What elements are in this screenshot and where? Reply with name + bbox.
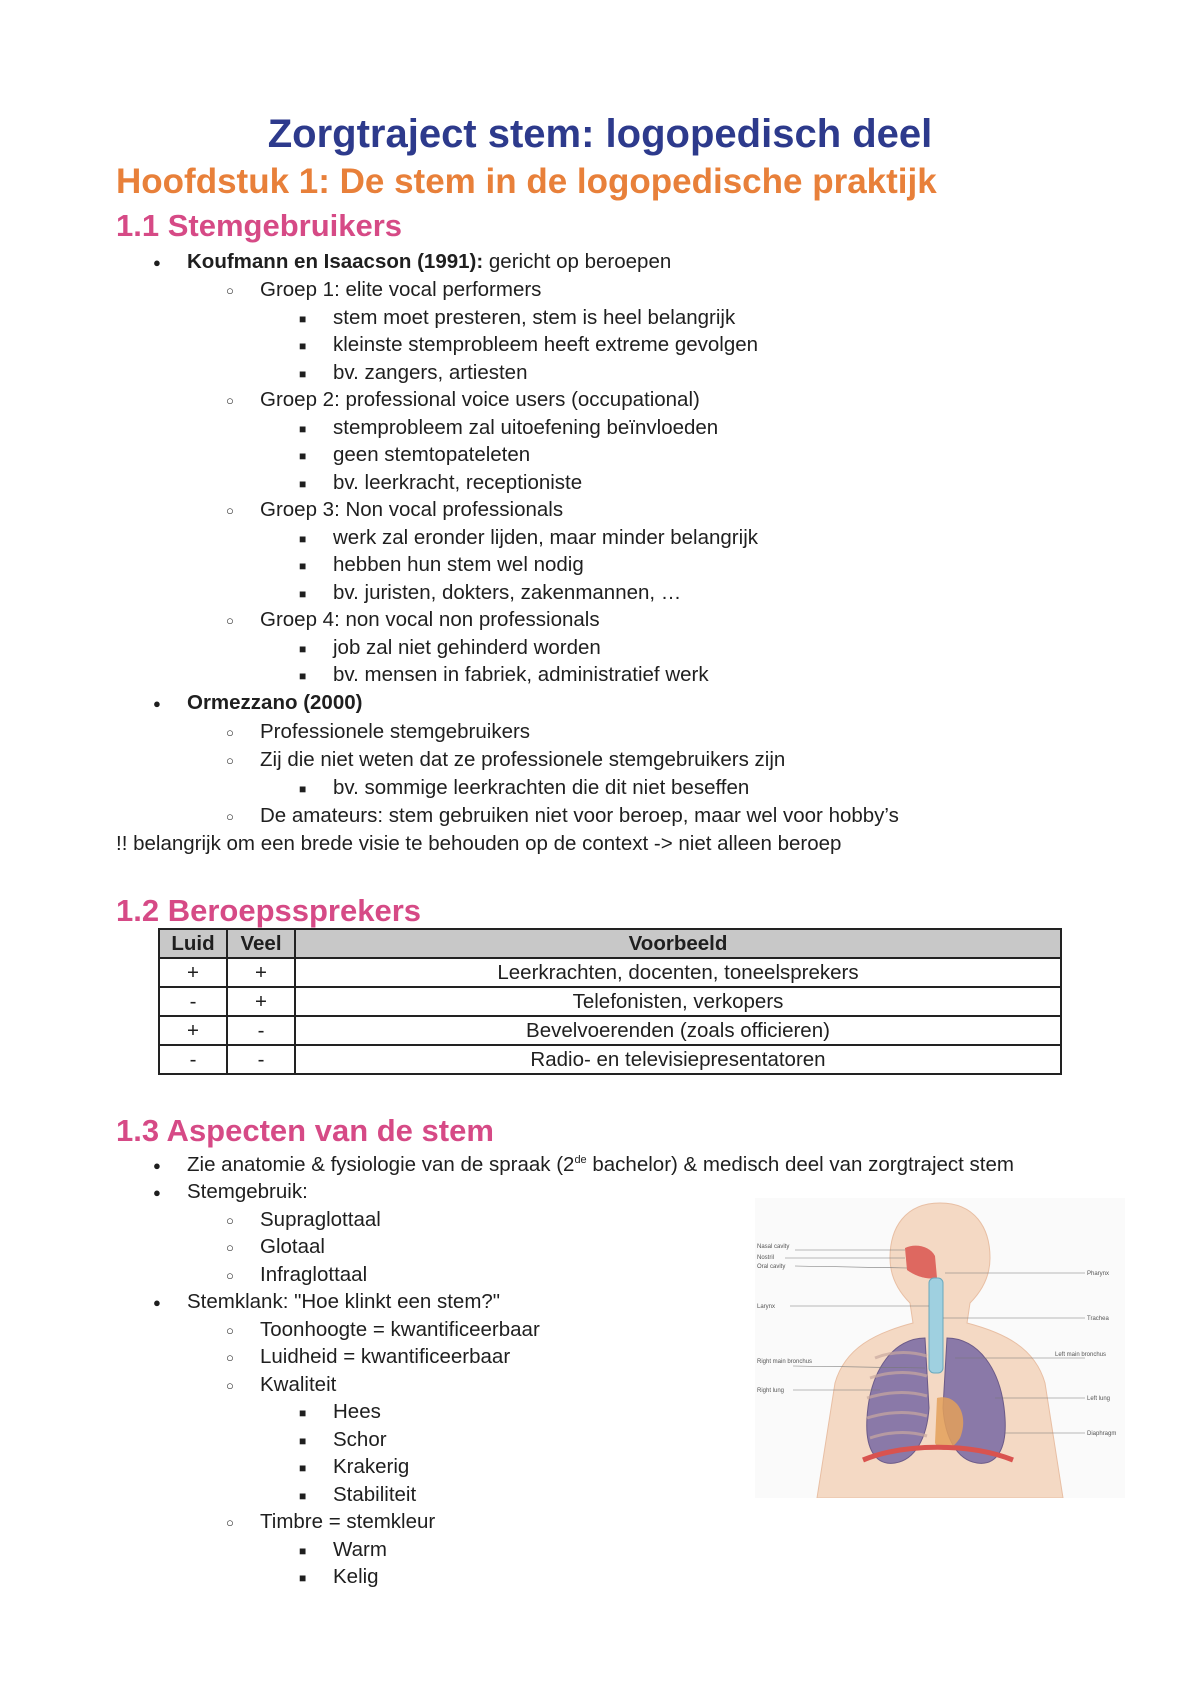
list-item: ○ Toonhoogte = kwantificeerbaar [260, 1318, 540, 1342]
list-item: ○ Professionele stemgebruikers [260, 720, 530, 744]
important-note: !! belangrijk om een brede visie te behouden op de context -> niet alleen beroep [116, 832, 842, 855]
list-item: ■ kleinste stemprobleem heeft extreme gevolgen [333, 333, 758, 357]
list-item [187, 250, 671, 274]
list-item: ■ stemprobleem zal uitoefening beïnvloeden [333, 416, 718, 440]
label-larynx: Larynx [757, 1304, 776, 1310]
list-item: ■ job zal niet gehinderd worden [333, 636, 601, 660]
list-item: ○ Groep 1: elite vocal performers [260, 278, 541, 302]
chapter-heading: Hoofdstuk 1: De stem in de logopedische praktijk [116, 162, 937, 201]
list-item: ○ Groep 2: professional voice users (occupational) [260, 388, 700, 412]
label-pharynx: Pharynx [1087, 1271, 1110, 1277]
list-item: ● Ormezzano (2000) [187, 691, 362, 715]
table-cell: - [227, 1016, 295, 1045]
anatomy-ref-text: Zie anatomie & fysiologie van de spraak (2 [187, 1153, 575, 1176]
koufmann-desc: gericht op beroepen [483, 250, 672, 273]
ordinal-suffix: de [574, 1154, 587, 1167]
list-item: ■ Kelig [333, 1565, 379, 1589]
table-cell: - [159, 987, 227, 1016]
list-item: ○ Kwaliteit [260, 1373, 336, 1397]
anatomy-ref-text-end: bachelor) & medisch deel van zorgtraject stem [586, 1153, 1014, 1176]
label-right-lung: Right lung [757, 1388, 785, 1394]
table-cell: - [159, 1045, 227, 1074]
table-cell: Leerkrachten, docenten, toneelsprekers [295, 958, 1061, 987]
list-item: ○ Supraglottaal [260, 1208, 381, 1232]
list-item: ○ Timbre = stemkleur [260, 1510, 435, 1534]
section-heading-1-3: 1.3 Aspecten van de stem [116, 1113, 494, 1148]
table-cell: Radio- en televisiepresentatoren [295, 1045, 1061, 1074]
section-heading-1-2: 1.2 Beroepssprekers [116, 893, 422, 928]
table-row [159, 1016, 1061, 1045]
label-nostril: Nostril [757, 1255, 775, 1261]
column-header-luid: Luid [159, 929, 227, 958]
list-item: ■ bv. sommige leerkrachten die dit niet beseffen [333, 776, 749, 800]
list-item: ○ Zij die niet weten dat ze professionele stemgebruikers zijn [260, 748, 785, 772]
list-item: ■ werk zal eronder lijden, maar minder belangrijk [333, 526, 758, 550]
list-item: ■ bv. juristen, dokters, zakenmannen, … [333, 581, 681, 605]
label-diaphragm: Diaphragm [1087, 1431, 1117, 1437]
table-cell: Telefonisten, verkopers [295, 987, 1061, 1016]
table-cell: + [227, 987, 295, 1016]
list-item: ○ Glotaal [260, 1235, 325, 1259]
list-item: ○ Infraglottaal [260, 1263, 367, 1287]
trachea-shape [929, 1278, 943, 1373]
list-item: ■ Hees [333, 1400, 381, 1424]
label-nasal-cavity: Nasal cavity [757, 1244, 790, 1250]
label-oral-cavity: Oral cavity [757, 1264, 786, 1270]
table-cell: Bevelvoerenden (zoals officieren) [295, 1016, 1061, 1045]
list-item: ○ Groep 4: non vocal non professionals [260, 608, 600, 632]
list-item: ■ hebben hun stem wel nodig [333, 553, 584, 577]
table-row [159, 987, 1061, 1016]
table-row [159, 958, 1061, 987]
list-item: ■ bv. mensen in fabriek, administratief werk [333, 663, 709, 687]
document-title: Zorgtraject stem: logopedisch deel [267, 112, 933, 156]
list-item: ● Stemgebruik: [187, 1180, 308, 1204]
beroepssprekers-table [158, 928, 1062, 1075]
list-item: ○ Groep 3: Non vocal professionals [260, 498, 563, 522]
column-header-veel: Veel [227, 929, 295, 958]
label-left-lung: Left lung [1087, 1396, 1111, 1402]
table-header-row [159, 929, 1061, 958]
list-item: ■ stem moet presteren, stem is heel belangrijk [333, 306, 735, 330]
list-item: ■ bv. leerkracht, receptioniste [333, 471, 582, 495]
list-item: ■ Krakerig [333, 1455, 409, 1479]
list-item [187, 1153, 1014, 1177]
label-left-main-bronchus: Left main bronchus [1055, 1352, 1107, 1358]
respiratory-system-illustration [755, 1198, 1125, 1498]
list-item: ○ Luidheid = kwantificeerbaar [260, 1345, 510, 1369]
koufmann-ref: Koufmann en Isaacson (1991): [187, 250, 484, 273]
list-item: ■ bv. zangers, artiesten [333, 361, 527, 385]
list-item: ■ Schor [333, 1428, 387, 1452]
table-row [159, 1045, 1061, 1074]
table-cell: + [227, 958, 295, 987]
table-cell: + [159, 1016, 227, 1045]
table-cell: + [159, 958, 227, 987]
list-item: ■ Warm [333, 1538, 387, 1562]
label-trachea: Trachea [1087, 1316, 1109, 1322]
list-item: ● Stemklank: "Hoe klinkt een stem?" [187, 1290, 500, 1314]
table-cell: - [227, 1045, 295, 1074]
section-heading-1-1: 1.1 Stemgebruikers [116, 208, 403, 243]
column-header-voorbeeld: Voorbeeld [295, 929, 1061, 958]
label-right-main-bronchus: Right main bronchus [757, 1359, 813, 1365]
list-item: ■ geen stemtopateleten [333, 443, 530, 467]
list-item: ○ De amateurs: stem gebruiken niet voor beroep, maar wel voor hobby’s [260, 804, 899, 828]
list-item: ■ Stabiliteit [333, 1483, 416, 1507]
